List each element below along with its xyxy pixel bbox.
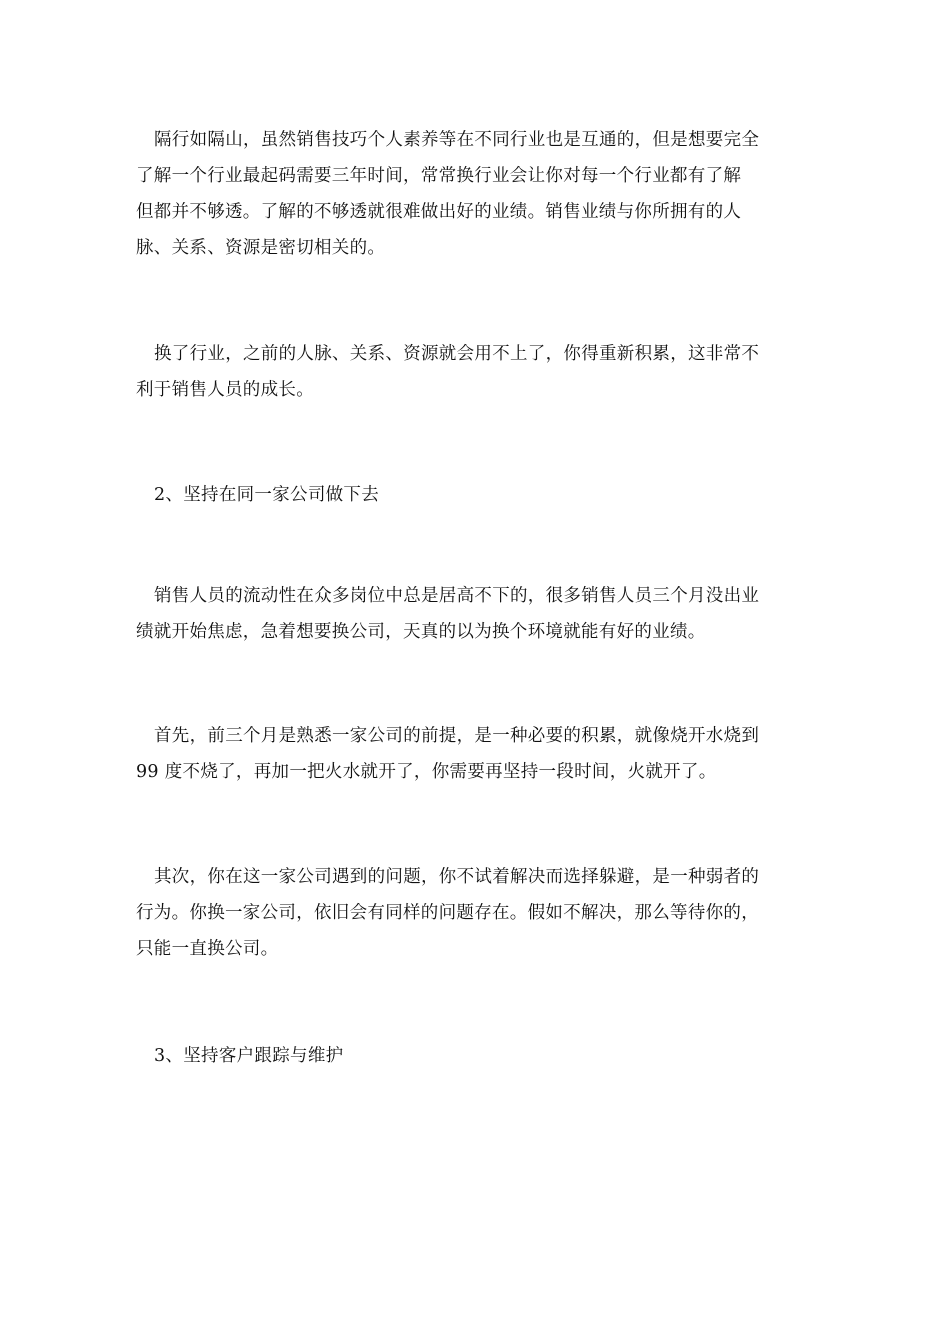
section-heading-3 [145, 1038, 815, 1074]
paragraph-line: 但都并不够透。了解的不够透就很难做出好的业绩。销售业绩与你所拥有的人 [136, 202, 742, 222]
heading-text: 3、坚持客户跟踪与维护 [154, 1046, 344, 1066]
paragraph-line: 99 度不烧了，再加一把火水就开了，你需要再坚持一段时间，火就开了。 [136, 762, 717, 782]
paragraph-first-reason [136, 718, 815, 790]
paragraph-line: 行为。你换一家公司，依旧会有同样的问题存在。假如不解决，那么等待你的， [136, 903, 759, 923]
paragraph-line: 绩就开始焦虑，急着想要换公司，天真的以为换个环境就能有好的业绩。 [136, 622, 706, 642]
paragraph-line: 隔行如隔山，虽然销售技巧个人素养等在不同行业也是互通的，但是想要完全 [154, 130, 760, 150]
paragraph-industry-switching [136, 122, 815, 266]
section-heading-2 [145, 477, 815, 513]
paragraph-line: 首先，前三个月是熟悉一家公司的前提，是一种必要的积累，就像烧开水烧到 [154, 726, 760, 746]
paragraph-turnover [136, 578, 815, 650]
paragraph-line: 销售人员的流动性在众多岗位中总是居高不下的，很多销售人员三个月没出业 [154, 586, 760, 606]
paragraph-line: 只能一直换公司。 [136, 939, 279, 959]
paragraph-line: 利于销售人员的成长。 [136, 380, 314, 400]
paragraph-second-reason [136, 859, 815, 967]
paragraph-network-loss [136, 336, 815, 408]
paragraph-line: 换了行业，之前的人脉、关系、资源就会用不上了，你得重新积累，这非常不 [154, 344, 760, 364]
paragraph-line: 其次，你在这一家公司遇到的问题，你不试着解决而选择躲避，是一种弱者的 [154, 867, 760, 887]
paragraph-line: 了解一个行业最起码需要三年时间，常常换行业会让你对每一个行业都有了解 [136, 166, 742, 186]
paragraph-line: 脉、关系、资源是密切相关的。 [136, 238, 386, 258]
heading-text: 2、坚持在同一家公司做下去 [154, 485, 380, 505]
